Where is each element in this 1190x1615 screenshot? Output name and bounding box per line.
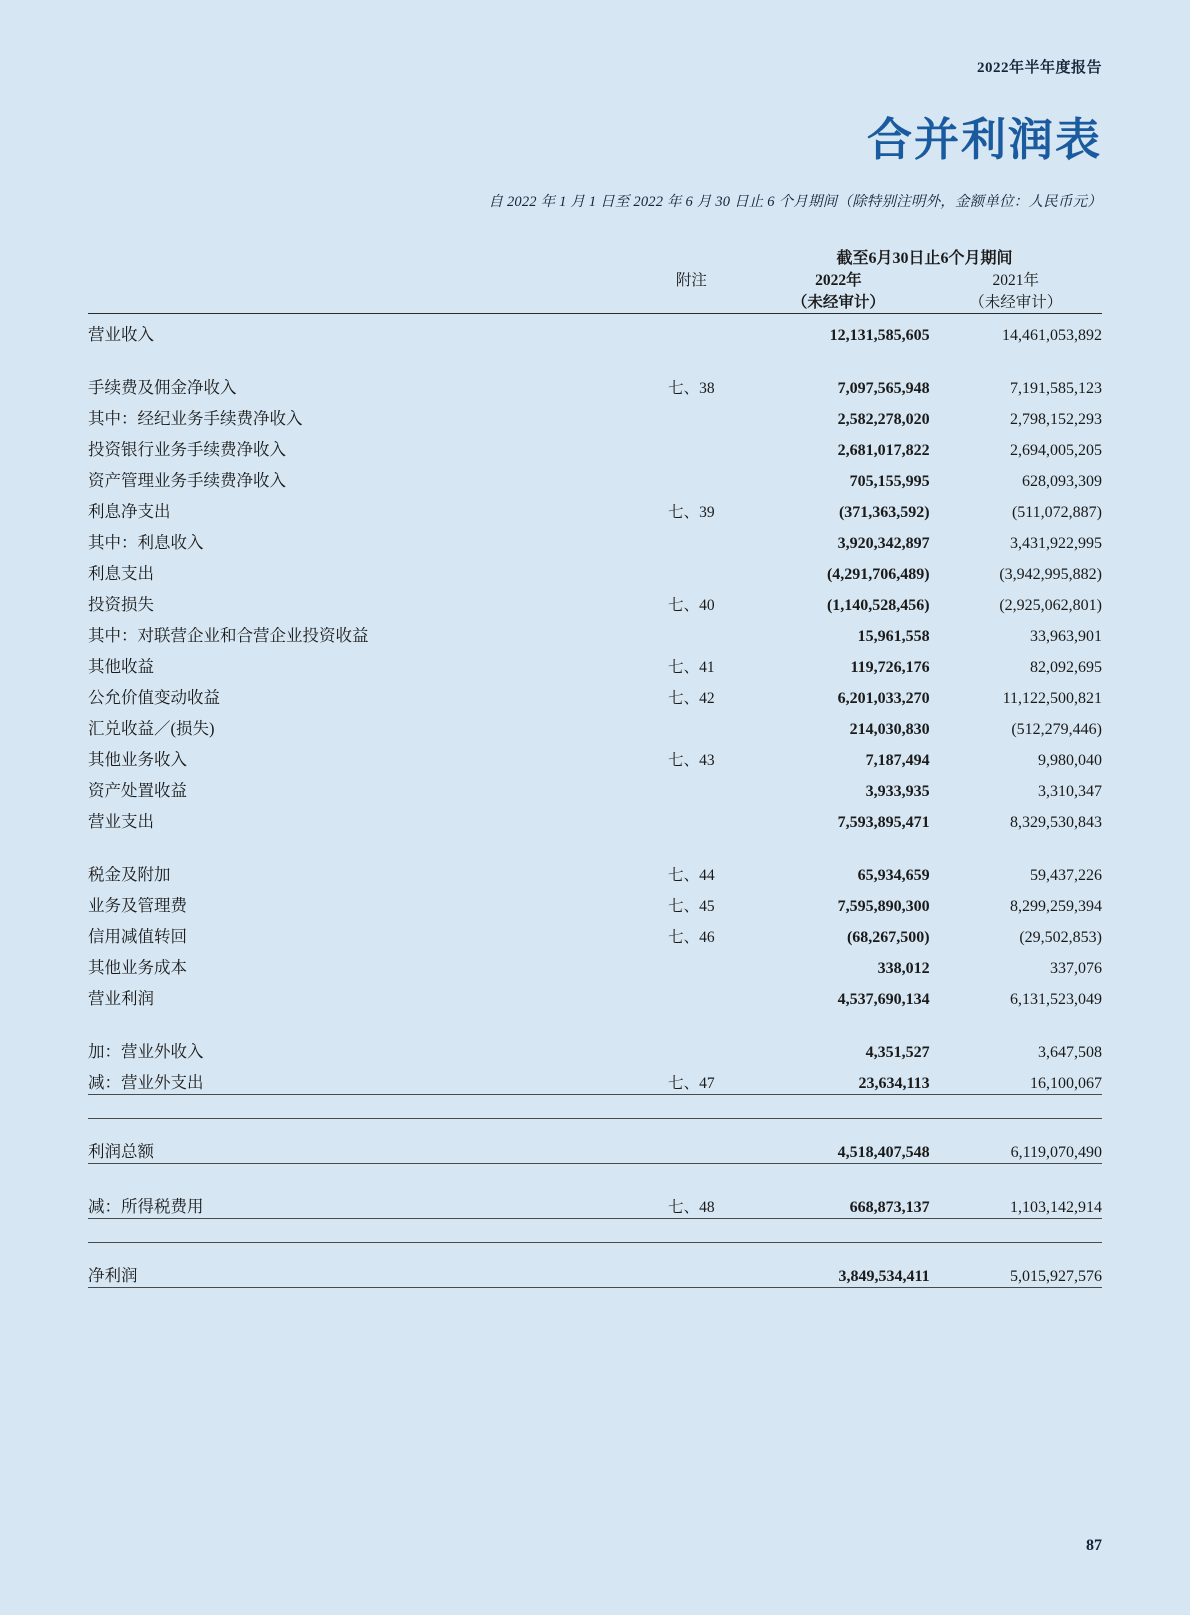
- row-label: 资产处置收益: [88, 781, 187, 800]
- row-label: 公允价值变动收益: [88, 688, 220, 707]
- row-value-current: 119,726,176: [850, 659, 930, 676]
- row-note: 七、38: [668, 380, 715, 397]
- row-label: 其他业务成本: [88, 958, 187, 977]
- row-label: 减：所得税费用: [88, 1197, 204, 1216]
- row-label: 汇兑收益／(损失): [88, 719, 215, 738]
- row-value-current: 2,582,278,020: [837, 411, 930, 428]
- row-note: [636, 314, 748, 346]
- table-row: [88, 1131, 1102, 1162]
- row-value-previous: 6,119,070,490: [1010, 1144, 1102, 1161]
- table-header-period-row: [88, 245, 1102, 268]
- row-value-previous: 14,461,053,892: [1002, 327, 1102, 344]
- row-value-previous: 1,103,142,914: [1010, 1199, 1102, 1216]
- table-row: [88, 947, 1102, 978]
- row-label: 其中：经纪业务手续费净收入: [88, 409, 303, 428]
- row-note: [636, 1031, 748, 1062]
- period-header: 截至6月30日止6个月期间: [836, 250, 1013, 267]
- row-value-previous: 82,092,695: [1030, 659, 1102, 676]
- row-label: 投资损失: [88, 595, 154, 614]
- row-note: 七、45: [668, 898, 715, 915]
- table-row: [88, 708, 1102, 739]
- row-value-current: 4,518,407,548: [837, 1144, 930, 1161]
- row-note: 七、39: [668, 504, 715, 521]
- row-label: 手续费及佣金净收入: [88, 378, 237, 397]
- row-label: 其中：利息收入: [88, 533, 204, 552]
- row-note: [636, 522, 748, 553]
- table-row: [88, 885, 1102, 916]
- row-value-previous: (3,942,995,882): [999, 566, 1102, 583]
- row-note: [636, 1131, 748, 1162]
- row-value-current: 23,634,113: [858, 1075, 930, 1092]
- row-value-previous: 2,694,005,205: [1010, 442, 1102, 459]
- row-note: [636, 398, 748, 429]
- table-row: [88, 916, 1102, 947]
- table-row: [88, 460, 1102, 491]
- row-note: [636, 1255, 748, 1286]
- row-value-previous: 11,122,500,821: [1002, 690, 1102, 707]
- row-label: 信用减值转回: [88, 927, 187, 946]
- row-spacer: [88, 1243, 1102, 1256]
- table-row: [88, 978, 1102, 1009]
- row-value-previous: 16,100,067: [1030, 1075, 1102, 1092]
- row-label: 加：营业外收入: [88, 1042, 204, 1061]
- row-value-previous: 3,647,508: [1038, 1044, 1102, 1061]
- row-value-current: 4,537,690,134: [837, 991, 930, 1008]
- row-note: 七、43: [668, 752, 715, 769]
- row-label: 利润总额: [88, 1142, 154, 1161]
- page-number: 87: [1086, 1537, 1102, 1554]
- table-row: [88, 1031, 1102, 1062]
- row-label: 业务及管理费: [88, 896, 187, 915]
- row-note: 七、47: [668, 1075, 715, 1092]
- row-spacer: [88, 832, 1102, 854]
- row-value-current: 7,593,895,471: [837, 814, 930, 831]
- row-value-current: 4,351,527: [865, 1044, 930, 1061]
- row-note: [636, 801, 748, 832]
- table-row: [88, 1186, 1102, 1217]
- row-value-previous: (511,072,887): [1011, 504, 1102, 521]
- column-header-note: 附注: [675, 272, 707, 289]
- row-spacer: [88, 1219, 1102, 1242]
- row-note: [636, 615, 748, 646]
- row-value-previous: 3,431,922,995: [1010, 535, 1102, 552]
- row-value-current: 214,030,830: [849, 721, 930, 738]
- row-value-previous: 2,798,152,293: [1010, 411, 1102, 428]
- row-value-previous: (512,279,446): [1011, 721, 1102, 738]
- table-row: [88, 739, 1102, 770]
- row-value-current: 3,849,534,411: [838, 1268, 930, 1285]
- row-label: 净利润: [88, 1266, 138, 1285]
- table-header-year-row: [88, 268, 1102, 290]
- row-note: [636, 708, 748, 739]
- row-label: 利息支出: [88, 564, 154, 583]
- row-label: 其他收益: [88, 657, 154, 676]
- row-label: 其他业务收入: [88, 750, 187, 769]
- table-row: [88, 646, 1102, 677]
- row-value-current: 12,131,585,605: [829, 327, 930, 344]
- row-value-current: 6,201,033,270: [837, 690, 930, 707]
- row-spacer: [88, 1119, 1102, 1132]
- row-note: [636, 978, 748, 1009]
- row-value-current: 338,012: [877, 960, 930, 977]
- row-note: [636, 429, 748, 460]
- row-value-current: (4,291,706,489): [826, 566, 930, 583]
- column-header-previous-year: 2021年: [992, 272, 1040, 289]
- table-row: [88, 584, 1102, 615]
- row-spacer: [88, 1009, 1102, 1031]
- row-label: 营业收入: [88, 325, 154, 344]
- row-note: [636, 553, 748, 584]
- table-header-audit-row: [88, 290, 1102, 312]
- row-value-previous: 628,093,309: [1022, 473, 1102, 490]
- table-row: [88, 677, 1102, 708]
- column-header-previous-audit: （未经审计）: [969, 294, 1063, 311]
- row-value-previous: (29,502,853): [1019, 929, 1102, 946]
- row-note: 七、40: [668, 597, 715, 614]
- row-note: [636, 460, 748, 491]
- row-spacer: [88, 1164, 1102, 1187]
- row-value-current: 2,681,017,822: [837, 442, 930, 459]
- table-row: [88, 1255, 1102, 1286]
- row-value-current: 65,934,659: [857, 867, 930, 884]
- row-value-current: 7,187,494: [865, 752, 930, 769]
- row-value-current: (371,363,592): [838, 504, 930, 521]
- row-value-previous: 6,131,523,049: [1010, 991, 1102, 1008]
- row-note: 七、42: [668, 690, 715, 707]
- row-label: 其中：对联营企业和合营企业投资收益: [88, 626, 369, 645]
- income-statement-table: [88, 245, 1102, 1288]
- row-note: 七、46: [668, 929, 715, 946]
- row-value-current: 3,933,935: [865, 783, 930, 800]
- row-value-previous: 33,963,901: [1030, 628, 1102, 645]
- table-row: [88, 1062, 1102, 1093]
- row-value-current: 3,920,342,897: [837, 535, 930, 552]
- row-note: [636, 947, 748, 978]
- table-row: [88, 553, 1102, 584]
- row-value-current: (68,267,500): [846, 929, 930, 946]
- table-row: [88, 429, 1102, 460]
- row-value-previous: 7,191,585,123: [1010, 380, 1102, 397]
- table-row: [88, 801, 1102, 832]
- row-label: 资产管理业务手续费净收入: [88, 471, 286, 490]
- row-label: 营业利润: [88, 989, 154, 1008]
- table-row: [88, 314, 1102, 346]
- page-subtitle: 自 2022 年 1 月 1 日至 2022 年 6 月 30 日止 6 个月期间（除特别注明外，金额单位：人民币元）: [488, 194, 1102, 210]
- row-spacer: [88, 345, 1102, 367]
- row-note: 七、44: [668, 867, 715, 884]
- table-body: [88, 245, 1102, 1288]
- row-value-current: 705,155,995: [849, 473, 930, 490]
- section-rule: [88, 1286, 1102, 1288]
- row-value-current: 15,961,558: [857, 628, 930, 645]
- row-value-previous: 59,437,226: [1030, 867, 1102, 884]
- row-label: 减：营业外支出: [88, 1073, 204, 1092]
- table-row: [88, 491, 1102, 522]
- running-head: 2022年半年度报告: [976, 60, 1102, 76]
- row-note: 七、41: [668, 659, 715, 676]
- row-value-previous: 3,310,347: [1038, 783, 1102, 800]
- row-value-previous: 8,329,530,843: [1010, 814, 1102, 831]
- row-note: 七、48: [668, 1199, 715, 1216]
- column-header-current-year: 2022年: [815, 272, 862, 289]
- column-header-current-audit: （未经审计）: [791, 294, 885, 311]
- row-value-current: 668,873,137: [849, 1199, 930, 1216]
- row-value-current: 7,097,565,948: [837, 380, 930, 397]
- page-title: 合并利润表: [866, 115, 1102, 165]
- row-label: 利息净支出: [88, 502, 171, 521]
- row-value-previous: (2,925,062,801): [999, 597, 1102, 614]
- table-row: [88, 854, 1102, 885]
- row-value-previous: 5,015,927,576: [1010, 1268, 1102, 1285]
- row-spacer: [88, 1095, 1102, 1118]
- row-value-previous: 337,076: [1050, 960, 1102, 977]
- row-value-current: (1,140,528,456): [826, 597, 930, 614]
- row-label: 投资银行业务手续费净收入: [88, 440, 286, 459]
- table-row: [88, 398, 1102, 429]
- table-row: [88, 770, 1102, 801]
- row-label: 营业支出: [88, 812, 154, 831]
- row-value-previous: 9,980,040: [1038, 752, 1102, 769]
- row-note: [636, 770, 748, 801]
- table-row: [88, 522, 1102, 553]
- row-label: 税金及附加: [88, 865, 171, 884]
- row-value-current: 7,595,890,300: [837, 898, 930, 915]
- row-value-previous: 8,299,259,394: [1010, 898, 1102, 915]
- table-row: [88, 367, 1102, 398]
- table-row: [88, 615, 1102, 646]
